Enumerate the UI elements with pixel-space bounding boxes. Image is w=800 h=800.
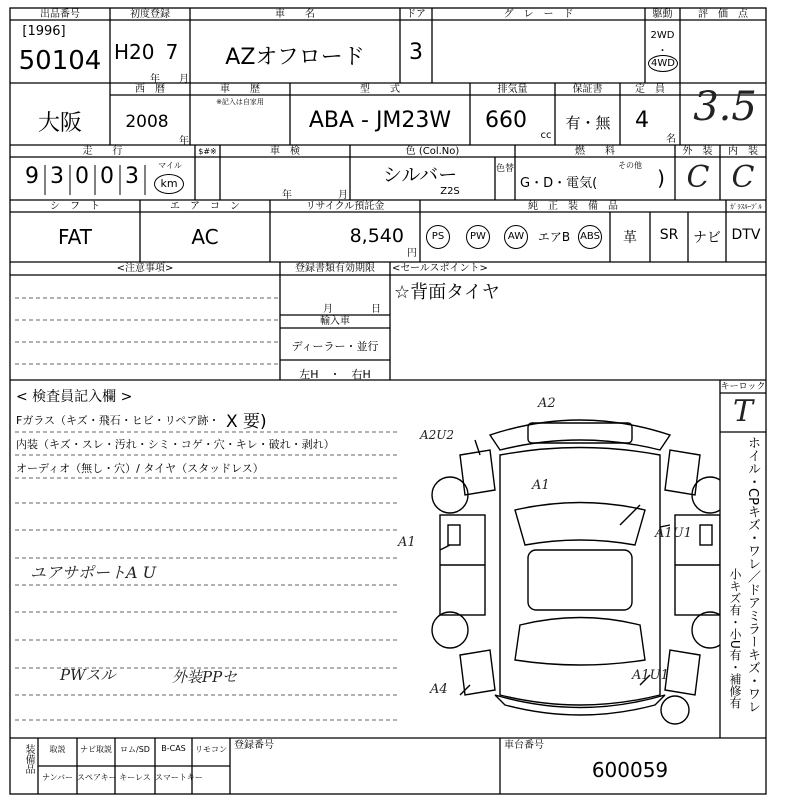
exterior-grade: C — [686, 160, 710, 195]
history-label: 車 歴 — [220, 84, 260, 95]
equip-abs: ABS — [578, 224, 602, 249]
color-code: Z2S — [440, 186, 460, 197]
equipment-label: 純 正 装 備 品 — [528, 201, 618, 212]
reg-no-label: 登録番号 — [234, 740, 274, 751]
exterior-label: 外 装 — [682, 146, 713, 157]
steering-side: 左H ・ 右H — [299, 368, 371, 381]
mark-roof: A1 — [532, 478, 550, 493]
inspection-year-unit: 年 — [282, 190, 292, 201]
car-name: AZオフロード — [225, 45, 365, 70]
sales-point: ☆背面タイヤ — [394, 282, 500, 303]
warranty-value: 有・無 — [565, 114, 611, 132]
capacity-label: 定 員 — [635, 84, 665, 95]
reg-day-label: 日 — [371, 304, 381, 315]
mileage-digit: 3 — [125, 164, 139, 189]
mileage-digit: 3 — [50, 164, 64, 189]
inspection-line-interior: 内装（キズ・スレ・汚れ・シミ・コゲ・穴・キレ・破れ・剥れ） — [16, 438, 335, 451]
interior-grade: C — [731, 160, 755, 195]
key-lock-value: T — [732, 394, 753, 429]
import-label: 輸入車 — [320, 316, 350, 327]
fuel-close-paren: ) — [657, 166, 665, 190]
mileage-digit: 0 — [100, 164, 114, 189]
caution-label: <注意事項> — [116, 263, 174, 274]
equip-navi: ナビ — [693, 230, 721, 246]
footer-equip-label: 装備品 — [23, 744, 34, 774]
lot-no-label: 出品番号 — [40, 9, 80, 20]
first-reg-month-unit: 月 — [179, 74, 189, 85]
handwritten-note-3: 外装PPセ — [172, 668, 238, 686]
drive-4wd-circled: 4WD — [648, 55, 678, 72]
fuel-label: 燃 料 — [575, 146, 615, 157]
first-reg-month: 7 — [165, 40, 179, 64]
shift-value: FAT — [57, 225, 92, 249]
mark-right-door: A1U1 — [655, 526, 692, 541]
equip-pw: PW — [466, 224, 490, 249]
drive-2wd: 2WD — [650, 30, 675, 41]
type-label: 型 式 — [360, 84, 400, 95]
capacity-unit: 名 — [666, 134, 676, 145]
footer-item: スペアキー — [77, 773, 117, 782]
first-reg-label: 初度登録 — [130, 9, 170, 20]
fuel-other-label: その他 — [618, 161, 642, 170]
color-change-label: 色替 — [496, 164, 515, 174]
score-value: 3.5 — [693, 84, 757, 130]
model-year: 2008 — [125, 112, 169, 132]
mark-rear-left: A4 — [430, 682, 448, 697]
smeter-label: $#※ — [198, 147, 217, 156]
lot-year: [1996] — [22, 24, 66, 39]
equip-aw: AW — [504, 224, 528, 249]
inspection-title: < 検査員記入欄 > — [16, 389, 133, 405]
color-label: 色 (Col.No) — [405, 146, 460, 157]
drive-label: 駆動 — [652, 9, 673, 20]
first-reg-year-unit: 年 — [150, 74, 160, 85]
footer-item: ロム/SD — [120, 745, 150, 754]
reg-month-label: 月 — [323, 304, 333, 315]
grade-label: グ レ ー ド — [503, 9, 574, 20]
inspection-line-glass: Fガラス（キズ・飛石・ヒビ・リペア跡・ — [16, 414, 220, 427]
car-name-label: 車 名 — [275, 9, 315, 20]
footer-item: ナンバー — [41, 773, 74, 782]
history-note: ※記入は自家用 — [216, 98, 264, 106]
mileage-unit-km-circled: km — [154, 174, 184, 194]
mileage-digit: 9 — [25, 164, 39, 189]
footer-item: キーレス — [119, 773, 151, 782]
capacity-value: 4 — [635, 108, 649, 133]
equip-airbag: エアB — [537, 230, 571, 244]
chassis-number: 600059 — [591, 758, 669, 782]
side-note-damage: ホイル・CPキズ・ワレ／ドアミラーキズ・ワレ — [745, 436, 760, 713]
recycle-fee: 8,540 — [349, 225, 404, 247]
mileage-digit: 0 — [75, 164, 89, 189]
recycle-label: リサイクル預託金 — [305, 201, 385, 212]
footer-item: リモコン — [195, 745, 227, 754]
mileage-unit-mile: マイル — [158, 161, 182, 170]
displacement-label: 排気量 — [497, 84, 528, 95]
equip-sr: SR — [659, 227, 679, 243]
lot-number: 50104 — [18, 46, 102, 76]
car-diagram — [420, 395, 720, 735]
recycle-unit: 円 — [407, 248, 417, 259]
fuel-options: G・D・電気( — [520, 176, 598, 191]
equip-ps: PS — [426, 224, 450, 249]
footer-item: ナビ取説 — [80, 745, 112, 754]
footer-item: スマートキー — [155, 773, 203, 782]
shift-label: シ フ ト — [50, 201, 100, 212]
displacement-unit: cc — [540, 130, 552, 141]
chassis-label: 車台番号 — [504, 740, 544, 751]
aircon-label: エ ア コ ン — [170, 201, 240, 212]
doors-label: ドア — [406, 9, 426, 20]
equip-dtv: DTV — [731, 227, 761, 243]
handwritten-note-2: PWスル — [60, 666, 116, 684]
model-year-label: 西 暦 — [135, 84, 165, 95]
footer-item: B-CAS — [161, 744, 186, 753]
color-name: シルバー — [382, 164, 458, 186]
glass-roof-label: ｶﾞﾗｽﾙｰﾌﾞﾙ — [730, 203, 762, 211]
interior-label: 内 装 — [728, 146, 758, 157]
warranty-label: 保証書 — [572, 84, 603, 95]
mark-left-door: A1 — [398, 535, 416, 550]
score-label: 評 価 点 — [698, 9, 748, 20]
handwritten-note-1: ユアサポートA U — [30, 563, 157, 582]
mark-front-bumper: A2 — [538, 396, 556, 411]
model-year-unit: 年 — [179, 136, 189, 147]
doors-count: 3 — [409, 40, 423, 65]
equip-leather: 革 — [623, 230, 637, 246]
sales-point-label: <セールスポイント> — [392, 263, 488, 274]
displacement: 660 — [485, 108, 527, 133]
mileage-label: 走 行 — [82, 146, 123, 157]
drive-dot: ・ — [657, 46, 668, 57]
side-note-repair: 小キズ有・小U有・補修有 — [728, 568, 742, 709]
type-code: ABA - JM23W — [308, 108, 452, 133]
footer-item: 取説 — [49, 745, 66, 754]
key-lock-label: キーロック — [720, 382, 766, 392]
mark-rear-right: A1U1 — [632, 668, 669, 683]
first-reg-era: H20 — [114, 40, 155, 64]
inspection-month-unit: 月 — [338, 190, 348, 201]
aircon-value: AC — [191, 225, 219, 249]
inspection-label: 車 検 — [270, 146, 300, 157]
inspection-line-audio: オーディオ（無し・穴）/ タイヤ（スタッドレス） — [16, 462, 264, 475]
dealer-parallel: ディーラー・並行 — [291, 340, 379, 353]
mark-front-left-fender: A2U2 — [420, 428, 455, 442]
region: 大阪 — [37, 111, 82, 136]
registration-label: 登録書類有効期限 — [295, 263, 375, 274]
inspection-glass-mark: X 要) — [226, 412, 267, 432]
